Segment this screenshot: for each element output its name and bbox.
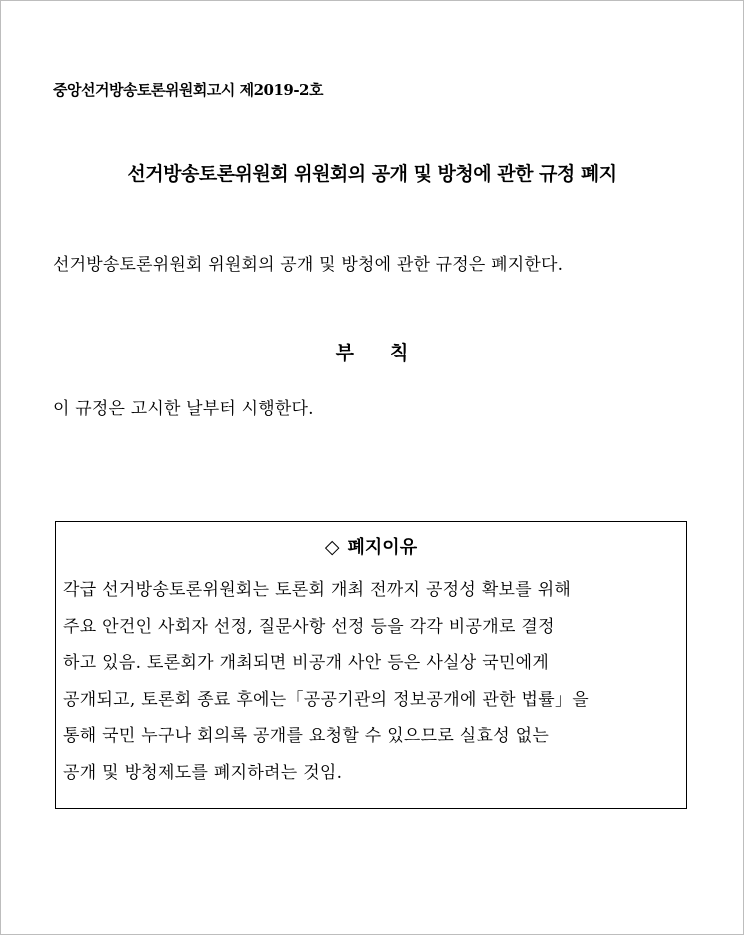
- reason-line: 주요 안건인 사회자 선정, 질문사항 선정 등을 각각 비공개로 결정: [63, 616, 555, 637]
- supplementary-heading-part1: 부: [335, 342, 354, 364]
- repeal-reason-box: [55, 521, 687, 809]
- supplementary-provisions-text: 이 규정은 고시한 날부터 시행한다.: [53, 399, 314, 419]
- supplementary-provisions-heading: [1, 338, 743, 365]
- repeal-reason-heading: [56, 533, 686, 559]
- main-provision-text: 선거방송토론위원회 위원회의 공개 및 방청에 관한 규정은 폐지한다.: [53, 255, 564, 275]
- reason-line: 하고 있음. 토론회가 개최되면 비공개 사안 등은 사실상 국민에게: [63, 653, 550, 673]
- supplementary-heading-part2: 칙: [390, 342, 409, 364]
- notice-number: 중앙선거방송토론위원회고시 제2019-2호: [53, 81, 323, 99]
- reason-line: 공개되고, 토론회 종료 후에는「공공기관의 정보공개에 관한 법률」을: [63, 689, 590, 710]
- document-title: 선거방송토론위원회 위원회의 공개 및 방청에 관한 규정 폐지: [127, 163, 617, 185]
- reason-line: 공개 및 방청제도를 폐지하려는 것임.: [63, 762, 343, 783]
- repeal-reason-title: 폐지이유: [347, 537, 418, 558]
- reason-line: 각급 선거방송토론위원회는 토론회 개최 전까지 공정성 확보를 위해: [63, 580, 572, 600]
- reason-line: 통해 국민 누구나 회의록 공개를 요청할 수 있으므로 실효성 없는: [63, 726, 550, 746]
- diamond-icon: ◇: [324, 536, 340, 558]
- repeal-reason-body: [63, 572, 679, 791]
